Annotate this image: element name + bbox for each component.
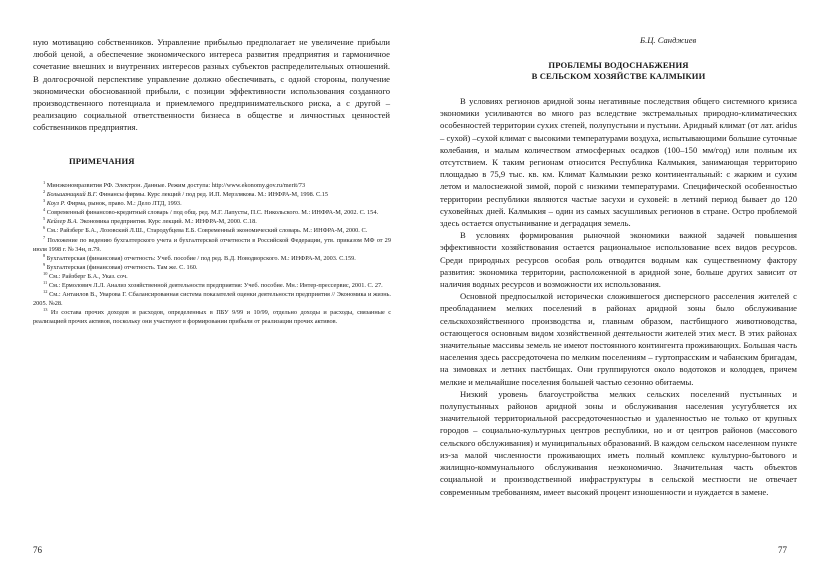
notes-heading: ПРИМЕЧАНИЯ — [69, 156, 135, 166]
body-paragraph: В условиях регионов аридной зоны негативные последствия общего системного кризиса экономики усиливаются во много раз вследствие экстремальных природно-климатических особенностей территории сухих степей, полупустыни и пустыни. Аридный климат (от лат. aridus – сухой) –сухой климат с высокими температурами воздуха, испытывающими большие суточные колебания, и малым количеством атмосферных осадков (100–150 мм/год) или полным их отсутствием. К таким регионам относится Республика Калмыкия, занимающая территорию площадью в 75,9 тыс. кв. км. Климат Калмыкии резко континентальный: с жарким и сухим летом и малоснежной зимой, порой с низкими температурами. Специфической особенностью территории республики являются частые засухи и суховей: в летний период бывает до 120 суховейных дней. Калмыкия – один из самых засушливых регионов в стране. Остро проблемой здесь остается опустынивание и деградация земель. — [440, 96, 797, 229]
footnote: $^2$ Большаницкий В.Г. Финансы фирмы. Курс лекций / под ред. И.П. Мерзлякова. М.: ИНФРА-М, 1998. С.15 — [43, 189, 329, 199]
footnote: $^1$ Минэкономразвития РФ. Электрон. Данные. Режим доступа: http://www.ekonomy.gov.ru/merit/73 — [43, 179, 306, 189]
footnote: $^8$ Бухгалтерская (финансовая) отчетность: Учеб. пособие / под ред. В.Д. Новодворского. М.: ИНФРА-М, 2003. С.159. — [43, 252, 356, 262]
footnote: $^{11}$ См.: Ермолович Л.Л. Анализ хозяйственной деятельности предприятия: Учеб. пособие. Мн.: Интер-прессервис, 2001. С. 27. — [43, 279, 383, 290]
article-title-line: В СЕЛЬСКОМ ХОЗЯЙСТВЕ КАЛМЫКИИ — [531, 71, 706, 81]
article-title — [440, 60, 797, 82]
body-paragraph: В условиях формирования рыночной экономики важной задачей повышения эффективности хозяйствования остается рациональное использование всех видов ресурсов. Среди природных ресурсов особая роль отводится водным как существенному фактору развития: экономика территории, расположенной в аридной зоне, больше других зависит от наличия водных ресурсов и возможности их использования. — [440, 230, 797, 290]
footnote: $^6$ См.: Райзберг Б.А., Лозовский Л.Ш., Стародубцева Е.Б. Современный экономический словарь. М.: ИНФРА-М, 2000. С. — [43, 225, 368, 235]
footnote: $^3$ Коуз Р. Фирма, рынок, право. М.: Дело ЛТД, 1993. — [43, 198, 182, 208]
footnote: $^4$ Современный финансово-кредитный словарь / под общ. ред. М.Г. Лапусты, П.С. Никольского. М.: ИНФРА-М, 2002. С. 154. — [43, 207, 379, 217]
footnote: $^9$ Бухгалтерская (финансовая) отчетность. Там же. С. 160. — [43, 261, 198, 271]
footnote: $^7$ Положение по ведению бухгалтерского учета и бухгалтерской отчетности в Российской Федерации, утв. приказом МФ от 29 июля 1998 г. № 34н, п.79. — [33, 234, 391, 253]
footnotes-list — [33, 181, 391, 327]
footnote: $^{12}$ См.: Антаилов В., Уварова Г. Сбалансированная система показателей оценки деятельности предприятия // Экономика и жизнь. 2005. №28. — [33, 289, 392, 308]
continuation-paragraph: ную мотивацию собственников. Управление прибылью предполагает не увеличение прибыли любой ценой, а обеспечение экономического интереса развития предприятия и гармоничное сочетание внешних и внутренних интересов разных субъектов распределительных отношений. В долгосрочной перспективе управление должно обеспечивать, с одной стороны, получение экономически обоснованной прибыли, с позиции эффективности использования созданного производственного потенциала и приемлемого предпринимательского риска, а с другой – реализацию социальной ответственности бизнеса в обществе и личностных ценностей собственников предприятия. — [33, 37, 390, 133]
article-title-line: ПРОБЛЕМЫ ВОДОСНАБЖЕНИЯ — [548, 60, 689, 70]
page-number: 77 — [778, 545, 787, 555]
article-body — [440, 95, 797, 498]
article-author: Б.Ц. Санджиев — [640, 35, 697, 45]
body-paragraph: Низкий уровень благоустройства мелких сельских поселений пустынных и полупустынных районов аридной зоны и обслуживания населения усугубляется их значительной территориальной рассредоточенностью и удаленностью не только от крупных городов – социально-культурных центров республики, но и от центров районов (массового сельского обслуживания) и муниципальных образований. В каждом сельском населенном пункте из-за малой численности проживающих иметь полный комплекс культурно-бытового и жилищно-коммунального обслуживания неэкономично. Значительная часть объектов социальной и производственной инфраструктуры в сельской местности не отвечает современным требованиям, имеет высокий процент изношенности и нуждается в замене. — [440, 388, 797, 497]
footnote: $^{13}$ Из состава прочих доходов и расходов, определенных в ПБУ 9/99 и 10/99, отдельно доходы и расходы, связанные с реализацией прочих активов, поскольку они участвуют в формировании прибыли от реализации прочих активов. — [33, 307, 391, 326]
body-paragraph: Основной предпосылкой исторически сложившегося дисперсного расселения жителей с преобладанием мелких поселений в районах аридной зоны было обслуживание сельскохозяйственного производства и, главным образом, пастбищного животноводства, остающегося основным видом хозяйственной деятельности жителей этих мест. В этих районах значительные массивы земель не имеют постоянного контингента проживающих. Большая часть населения здесь рассредоточена по мелким поселениям – гуртопрасским и чабанским бригадам, на зимовках и летних пастбищах. Они группируются около водотоков и колодцев, причем мелкие и мельчайшие поселения большей частью сезонно обитаемы. — [440, 291, 797, 387]
right-page — [410, 0, 820, 579]
footnote: $^5$ Кейлер В.А. Экономика предприятия. Курс лекций. М.: ИНФРА-М, 2000. С.18. — [43, 216, 257, 226]
page-number: 76 — [33, 545, 42, 555]
footnote: $^{10}$ См.: Райзберг Б.А., Указ. соч. — [43, 270, 128, 280]
